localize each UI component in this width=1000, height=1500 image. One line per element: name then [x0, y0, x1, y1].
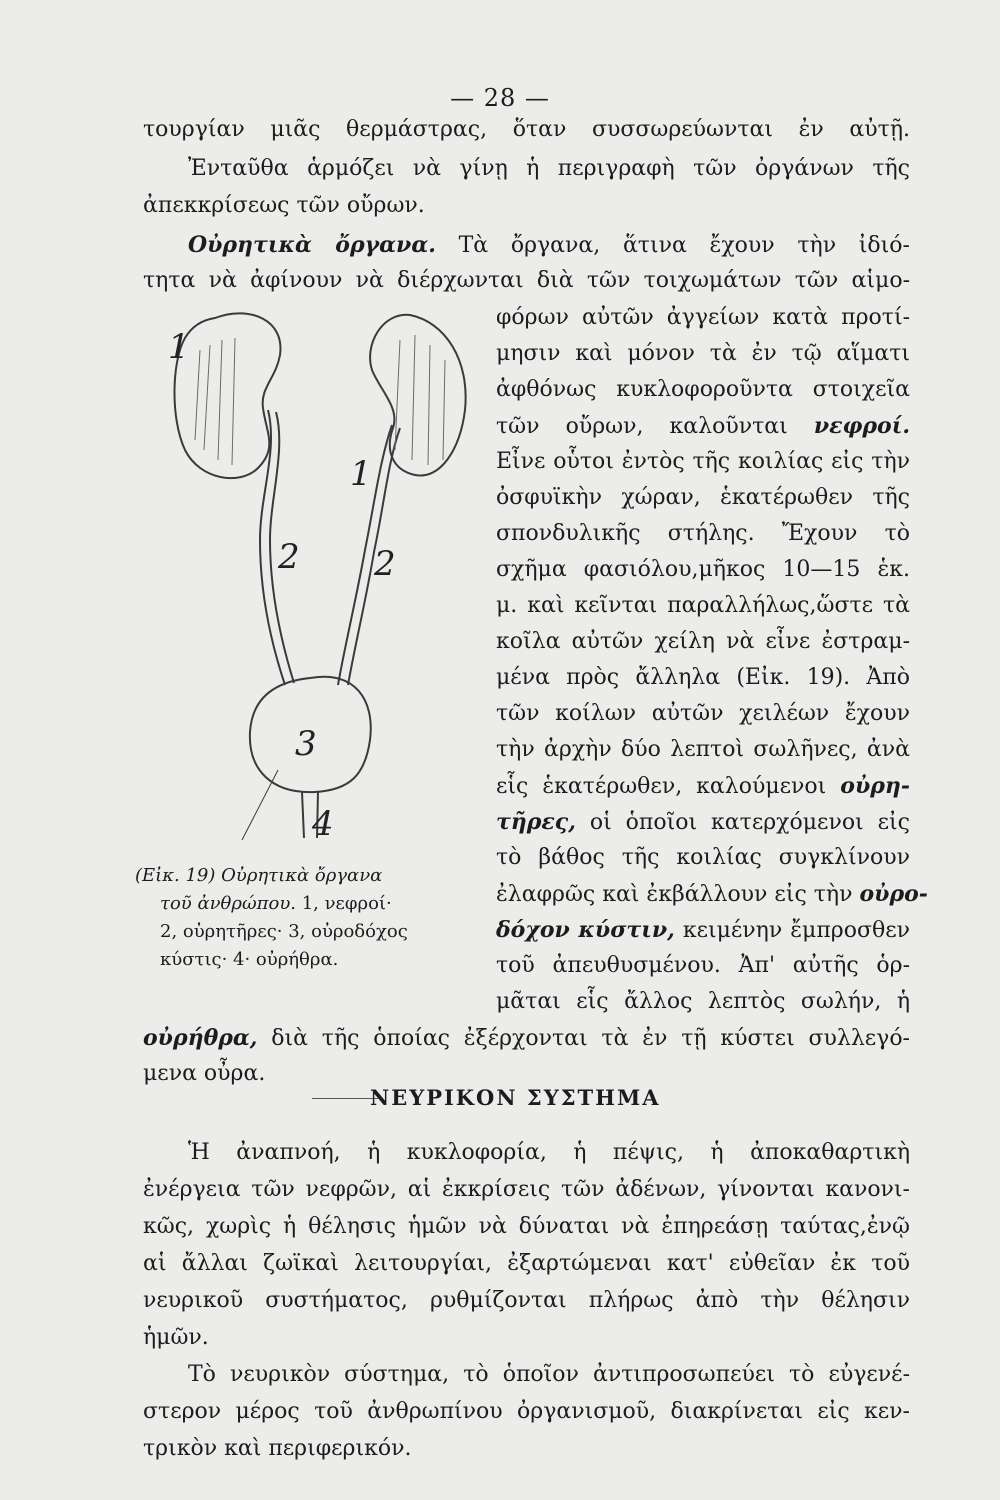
text-line: τοῦ ἀπευθυσμένου. Ἀπ' αὐτῆς ὁρ- — [496, 953, 910, 978]
caption-label: (Εἰκ. 19) Οὐρητικὰ ὄργανα — [135, 865, 383, 886]
organs-heading-line — [188, 230, 910, 261]
text-span: τῶν οὔρων, καλοῦνται — [496, 414, 788, 439]
text-line: Ἐνταῦθα ἁρμόζει νὰ γίνῃ ἡ περιγραφὴ τῶν ὀργάνων τῆς — [188, 156, 910, 181]
text-line: κοῖλα αὐτῶν χείλη νὰ εἶνε ἐστραμ- — [496, 629, 910, 654]
text-line: ὀσφυϊκὴν χώραν, ἑκατέρωθεν τῆς — [496, 485, 910, 510]
text-line: νευρικοῦ συστήματος, ρυθμίζονται πλήρως ἀπὸ τὴν θέλησιν — [143, 1288, 910, 1313]
text-line: τητα νὰ ἀφίνουν νὰ διέρχωνται διὰ τῶν τοιχωμάτων τῶν αἱμο- — [143, 268, 910, 293]
text-line — [496, 807, 910, 838]
figure-strokes — [174, 313, 465, 840]
text-span: οἱ ὁποῖοι κατερχόμενοι εἰς — [589, 810, 910, 835]
text-line: μενα οὖρα. — [143, 1061, 266, 1086]
text-line: τῶν κοίλων αὐτῶν χειλέων ἔχουν — [496, 701, 910, 726]
caption-label-2: τοῦ ἀνθρώπου. — [160, 893, 296, 914]
caption-line — [135, 862, 480, 890]
caption-line — [160, 890, 505, 918]
pointer-line — [242, 770, 278, 840]
text-line — [496, 915, 910, 946]
text-span: διὰ τῆς ὁποίας ἐξέρχονται τὰ ἐν τῇ κύστει συλλεγό- — [271, 1026, 910, 1051]
text-line: Ἡ ἀναπνοή, ἡ κυκλοφορία, ἡ πέψις, ἡ ἀποκαθαρτικὴ — [188, 1140, 910, 1165]
figure-label-1b: 1 — [350, 454, 372, 494]
text-line: στερον μέρος τοῦ ἀνθρωπίνου ὀργανισμοῦ, διακρίνεται εἰς κεν- — [143, 1399, 910, 1424]
caption-line: 2, οὐρητῆρες· 3, οὐροδόχος — [160, 921, 408, 942]
text-line: τουργίαν μιᾶς θερμάστρας, ὅταν συσσωρεύωνται ἐν αὐτῇ. — [143, 117, 910, 142]
figure-label-4: 4 — [312, 804, 334, 844]
text-line — [496, 411, 910, 442]
text-line: ἡμῶν. — [143, 1325, 209, 1350]
text-line: σπονδυλικῆς στήλης. Ἔχουν τὸ — [496, 521, 910, 546]
text-line: μησιν καὶ μόνον τὰ ἐν τῷ αἵματι — [496, 341, 910, 366]
section-title-rule — [312, 1098, 378, 1099]
text-line: ἀφθόνως κυκλοφοροῦντα στοιχεῖα — [496, 377, 910, 402]
term-nephroi: νεφροί. — [813, 413, 911, 439]
organs-heading-rest: Τὰ ὄργανα, ἅτινα ἔχουν τὴν ἰδιό- — [458, 233, 910, 258]
text-line: ἐνέργεια τῶν νεφρῶν, αἱ ἐκκρίσεις τῶν ἀδένων, γίνονται κανονι- — [143, 1177, 910, 1202]
text-line: μ. καὶ κεῖνται παραλλήλως,ὥστε τὰ — [496, 593, 910, 618]
left-kidney — [174, 313, 280, 478]
caption-text: 1, νεφροί· — [301, 893, 392, 914]
term-kystis: οὐρο- — [859, 881, 928, 907]
text-line: σχῆμα φασιόλου,μῆκος 10—15 ἑκ. — [496, 557, 910, 582]
text-line — [496, 879, 928, 910]
text-line: τρικὸν καὶ περιφερικόν. — [143, 1436, 412, 1461]
term-kystis-cont: δόχον κύστιν, — [496, 917, 675, 943]
text-line: φόρων αὐτῶν ἀγγείων κατὰ προτί- — [496, 305, 910, 330]
text-span: κειμένην ἔμπροσθεν — [682, 918, 910, 943]
term-ourethra: οὐρήθρα, — [143, 1025, 258, 1051]
text-span: εἷς ἑκατέρωθεν, καλούμενοι — [496, 774, 827, 799]
term-oureteres: οὐρη- — [840, 773, 910, 799]
figure-label-2b: 2 — [374, 544, 396, 584]
caption-line: κύστις· 4· οὐρήθρα. — [160, 949, 339, 970]
figure-label-1: 1 — [168, 327, 190, 367]
text-span: ἐλαφρῶς καὶ ἐκβάλλουν εἰς τὴν — [496, 882, 853, 907]
text-line: τὸ βάθος τῆς κοιλίας συγκλίνουν — [496, 845, 910, 870]
text-line: τὴν ἀρχὴν δύο λεπτοὶ σωλῆνες, ἀνὰ — [496, 737, 910, 762]
text-line: ἀπεκκρίσεως τῶν οὔρων. — [143, 193, 425, 218]
figure-shading — [195, 335, 445, 465]
figure-label-2: 2 — [278, 537, 300, 577]
text-line: κῶς, χωρὶς ἡ θέλησις ἡμῶν νὰ δύναται νὰ ἐπηρεάσῃ ταύτας,ἐνῷ — [143, 1214, 910, 1239]
urinary-organs-figure — [160, 300, 490, 860]
text-line — [496, 771, 910, 802]
organs-heading: Οὐρητικὰ ὄργανα. — [188, 232, 436, 258]
page-number: — 28 — — [450, 84, 550, 112]
term-oureteres-cont: τῆρες, — [496, 809, 576, 835]
text-line — [143, 1023, 910, 1054]
text-line: αἱ ἄλλαι ζωϊκαὶ λειτουργίαι, ἐξαρτώμεναι κατ' εὐθεῖαν ἐκ τοῦ — [143, 1251, 910, 1276]
text-line: Εἶνε οὗτοι ἐντὸς τῆς κοιλίας εἰς τὴν — [496, 449, 910, 474]
text-line: μᾶται εἷς ἄλλος λεπτὸς σωλήν, ἡ — [496, 989, 910, 1014]
section-title: ΝΕΥΡΙΚΟΝ ΣΥΣΤΗΜΑ — [370, 1085, 661, 1110]
figure-label-3: 3 — [295, 724, 317, 764]
urinary-organs-drawing — [160, 300, 490, 860]
text-line: Τὸ νευρικὸν σύστημα, τὸ ὁποῖον ἀντιπροσωπεύει τὸ εὐγενέ- — [188, 1362, 910, 1387]
text-line: μένα πρὸς ἄλληλα (Εἰκ. 19). Ἀπὸ — [496, 665, 910, 690]
